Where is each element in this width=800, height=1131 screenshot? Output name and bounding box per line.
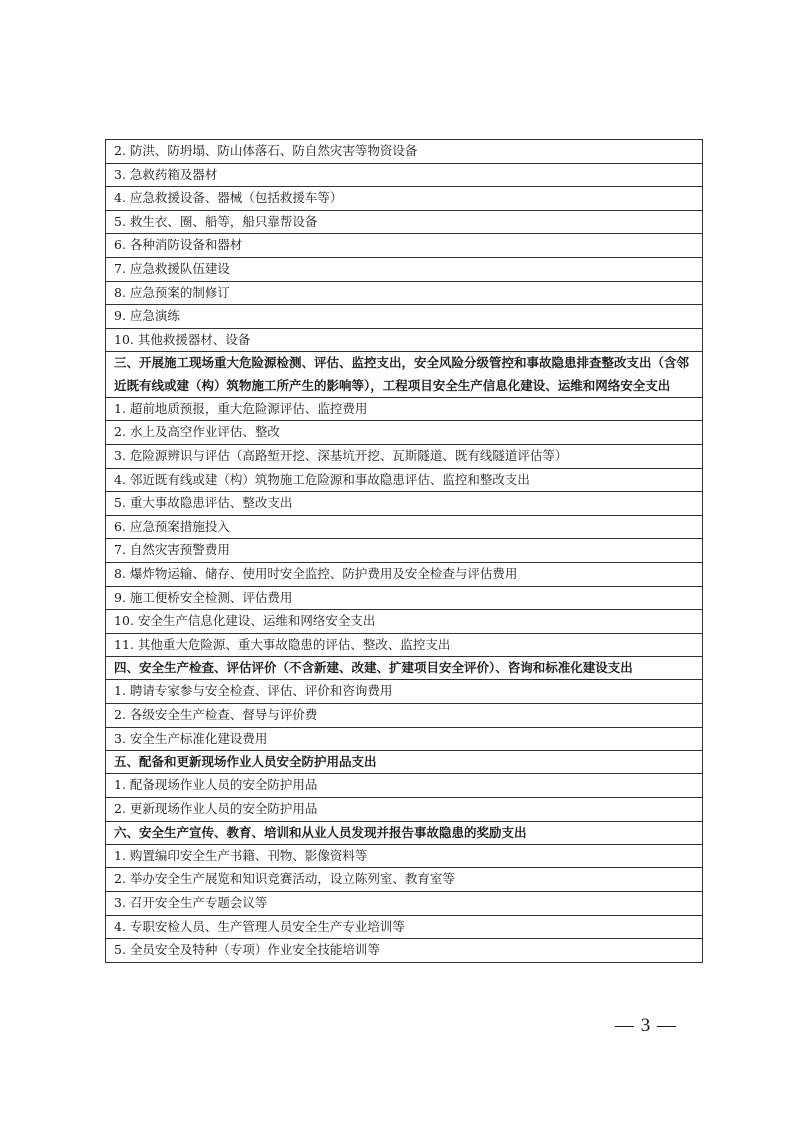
table-row: 5. 全员安全及特种（专项）作业安全技能培训等 xyxy=(106,939,702,963)
table-row: 3. 危险源辨识与评估（高路堑开挖、深基坑开挖、瓦斯隧道、既有线隧道评估等） xyxy=(106,445,702,469)
table-row: 5. 救生衣、圈、船等，船只靠帮设备 xyxy=(106,211,702,235)
table-row: 5. 重大事故隐患评估、整改支出 xyxy=(106,492,702,516)
table-row: 3. 安全生产标准化建设费用 xyxy=(106,728,702,752)
page-number: — 3 — xyxy=(615,1015,677,1036)
table-row: 10. 安全生产信息化建设、运维和网络安全支出 xyxy=(106,610,702,634)
section-heading-row: 五、配备和更新现场作业人员安全防护用品支出 xyxy=(106,751,702,774)
expense-table xyxy=(105,139,703,963)
section-heading-row: 三、开展施工现场重大危险源检测、评估、监控支出，安全风险分级管控和事故隐患排查整改支出（含邻近既有线或建（构）筑物施工所产生的影响等），工程项目安全生产信息化建设、运维和网络安全支出 xyxy=(106,352,702,397)
table-row: 4. 邻近既有线或建（构）筑物施工危险源和事故隐患评估、监控和整改支出 xyxy=(106,469,702,493)
table-row: 2. 水上及高空作业评估、整改 xyxy=(106,421,702,445)
table-row: 9. 施工便桥安全检测、评估费用 xyxy=(106,587,702,611)
table-row: 10. 其他救援器材、设备 xyxy=(106,329,702,353)
table-row: 3. 召开安全生产专题会议等 xyxy=(106,892,702,916)
table-row: 2. 举办安全生产展览和知识竞赛活动，设立陈列室、教育室等 xyxy=(106,868,702,892)
table-row: 7. 应急救援队伍建设 xyxy=(106,258,702,282)
section-heading-row: 六、安全生产宣传、教育、培训和从业人员发现并报告事故隐患的奖励支出 xyxy=(106,822,702,845)
table-row: 2. 各级安全生产检查、督导与评价费 xyxy=(106,704,702,728)
table-row: 1. 购置编印安全生产书籍、刊物、影像资料等 xyxy=(106,845,702,869)
table-row: 3. 急救药箱及器材 xyxy=(106,164,702,188)
table-row: 4. 应急救援设备、器械（包括救援车等） xyxy=(106,187,702,211)
table-row: 7. 自然灾害预警费用 xyxy=(106,539,702,563)
table-row: 9. 应急演练 xyxy=(106,305,702,329)
table-row: 1. 超前地质预报，重大危险源评估、监控费用 xyxy=(106,398,702,422)
table-row: 11. 其他重大危险源、重大事故隐患的评估、整改、监控支出 xyxy=(106,634,702,658)
table-row: 6. 应急预案措施投入 xyxy=(106,516,702,540)
table-row: 2. 防洪、防坍塌、防山体落石、防自然灾害等物资设备 xyxy=(106,140,702,164)
table-row: 6. 各种消防设备和器材 xyxy=(106,234,702,258)
table-row: 1. 聘请专家参与安全检查、评估、评价和咨询费用 xyxy=(106,680,702,704)
table-row: 8. 应急预案的制修订 xyxy=(106,282,702,306)
section-heading-row: 四、安全生产检查、评估评价（不含新建、改建、扩建项目安全评价）、咨询和标准化建设支出 xyxy=(106,657,702,680)
table-row: 4. 专职安检人员、生产管理人员安全生产专业培训等 xyxy=(106,916,702,940)
table-row: 2. 更新现场作业人员的安全防护用品 xyxy=(106,798,702,822)
table-row: 8. 爆炸物运输、储存、使用时安全监控、防护费用及安全检查与评估费用 xyxy=(106,563,702,587)
table-row: 1. 配备现场作业人员的安全防护用品 xyxy=(106,774,702,798)
